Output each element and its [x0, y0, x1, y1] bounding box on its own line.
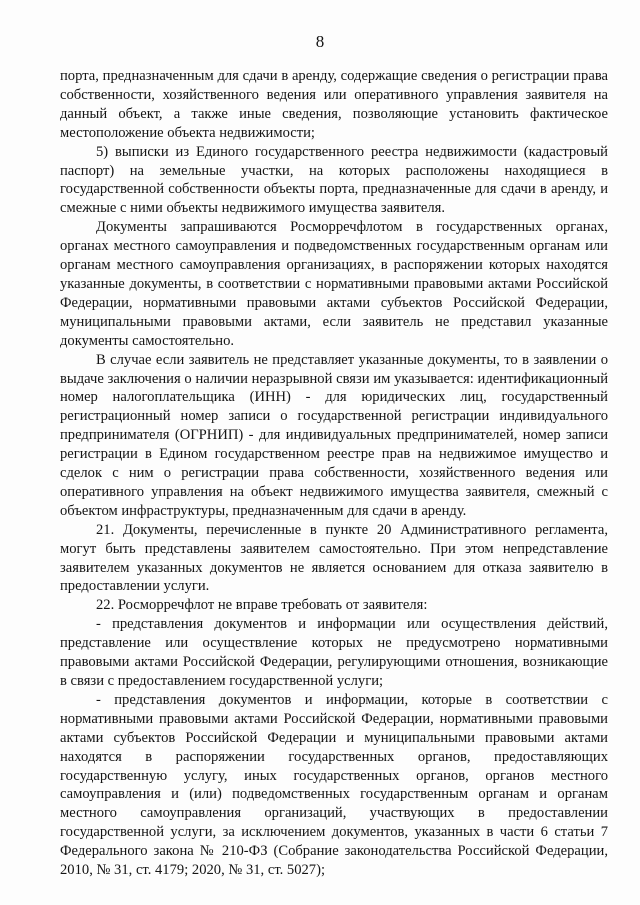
- paragraph-item-22: 22. Росморречфлот не вправе требовать от заявителя:: [96, 597, 428, 614]
- page-number: 8: [315, 32, 325, 51]
- paragraph-item-21: 21. Документы, перечисленные в пункте 20 Административного регламента, могут быть представлены заявителем самостоятельно. При этом непредставление заявителем указанных документов не является основанием для отказа заявителю в предоставлении услуги.: [60, 521, 608, 595]
- paragraph-documents-requested: Документы запрашиваются Росморречфлотом в государственных органах, органах местного самоуправления и подведомственных государственным органам или органам местного самоуправления организациях, в распоряжении которых находятся указанные документы, в соответствии с нормативными правовыми актами Российской Федерации, нормативными правовыми актами субъектов Российской Федерации, муниципальными правовыми актами, если заявитель не представил указанные документы самостоятельно.: [60, 219, 608, 349]
- paragraph-item-5-registry-extracts: 5) выписки из Единого государственного реестра недвижимости (кадастровый паспорт) на земельные участки, на которых расположены находящиеся в государственной собственности объекты порта, предназначенные для сдачи в аренду, и смежные с ними объекты недвижимого имущества заявителя.: [60, 143, 608, 217]
- paragraph-item-22-point-2: - представления документов и информации, которые в соответствии с нормативными правовыми актами Российской Федерации, нормативными правовыми актами субъектов Российской Федерации и муниципальными правовыми актами находятся в распоряжении государственных органов, предоставляющих государственную услугу, иных государственных органов, органов местного самоуправления и (или) подведомственных государственным органам и органам местного самоуправления организаций, участвующих в предоставлении государственной услуги, за исключением документов, указанных в части 6 статьи 7 Федерального закона № 210-ФЗ (Собрание законодательства Российской Федерации, 2010, № 31, ст. 4179; 2020, № 31, ст. 5027);: [60, 691, 608, 879]
- document-body: [60, 67, 608, 880]
- paragraph-item-22-point-1: - представления документов и информации или осуществления действий, представление или осуществление которых не предусмотрено нормативными правовыми актами Российской Федерации, регулирующими отношения, возникающие в связи с предоставлением государственной услуги;: [60, 616, 608, 689]
- paragraph-port-documents: порта, предназначенным для сдачи в аренду, содержащие сведения о регистрации права собственности, хозяйственного ведения или оперативного управления заявителя на данный объект, а также иные сведения, позволяющие установить фактическое местоположение объекта недвижимости;: [60, 68, 608, 141]
- paragraph-applicant-identifiers: В случае если заявитель не представляет указанные документы, то в заявлении о выдаче заключения о наличии неразрывной связи им указывается: идентификационный номер налогоплательщика (ИНН) - для юридических лиц, государственный регистрационный номер записи о государственной регистрации индивидуального предпринимателя (ОГРНИП) - для индивидуальных предпринимателей, номер записи регистрации в Едином государственном реестре прав на недвижимое имущество и сделок с ним о регистрации права собственности, хозяйственного ведения или оперативного управления на объект недвижимого имущества заявителя, смежный с объектом инфраструктуры, предназначенным для сдачи в аренду.: [60, 351, 608, 519]
